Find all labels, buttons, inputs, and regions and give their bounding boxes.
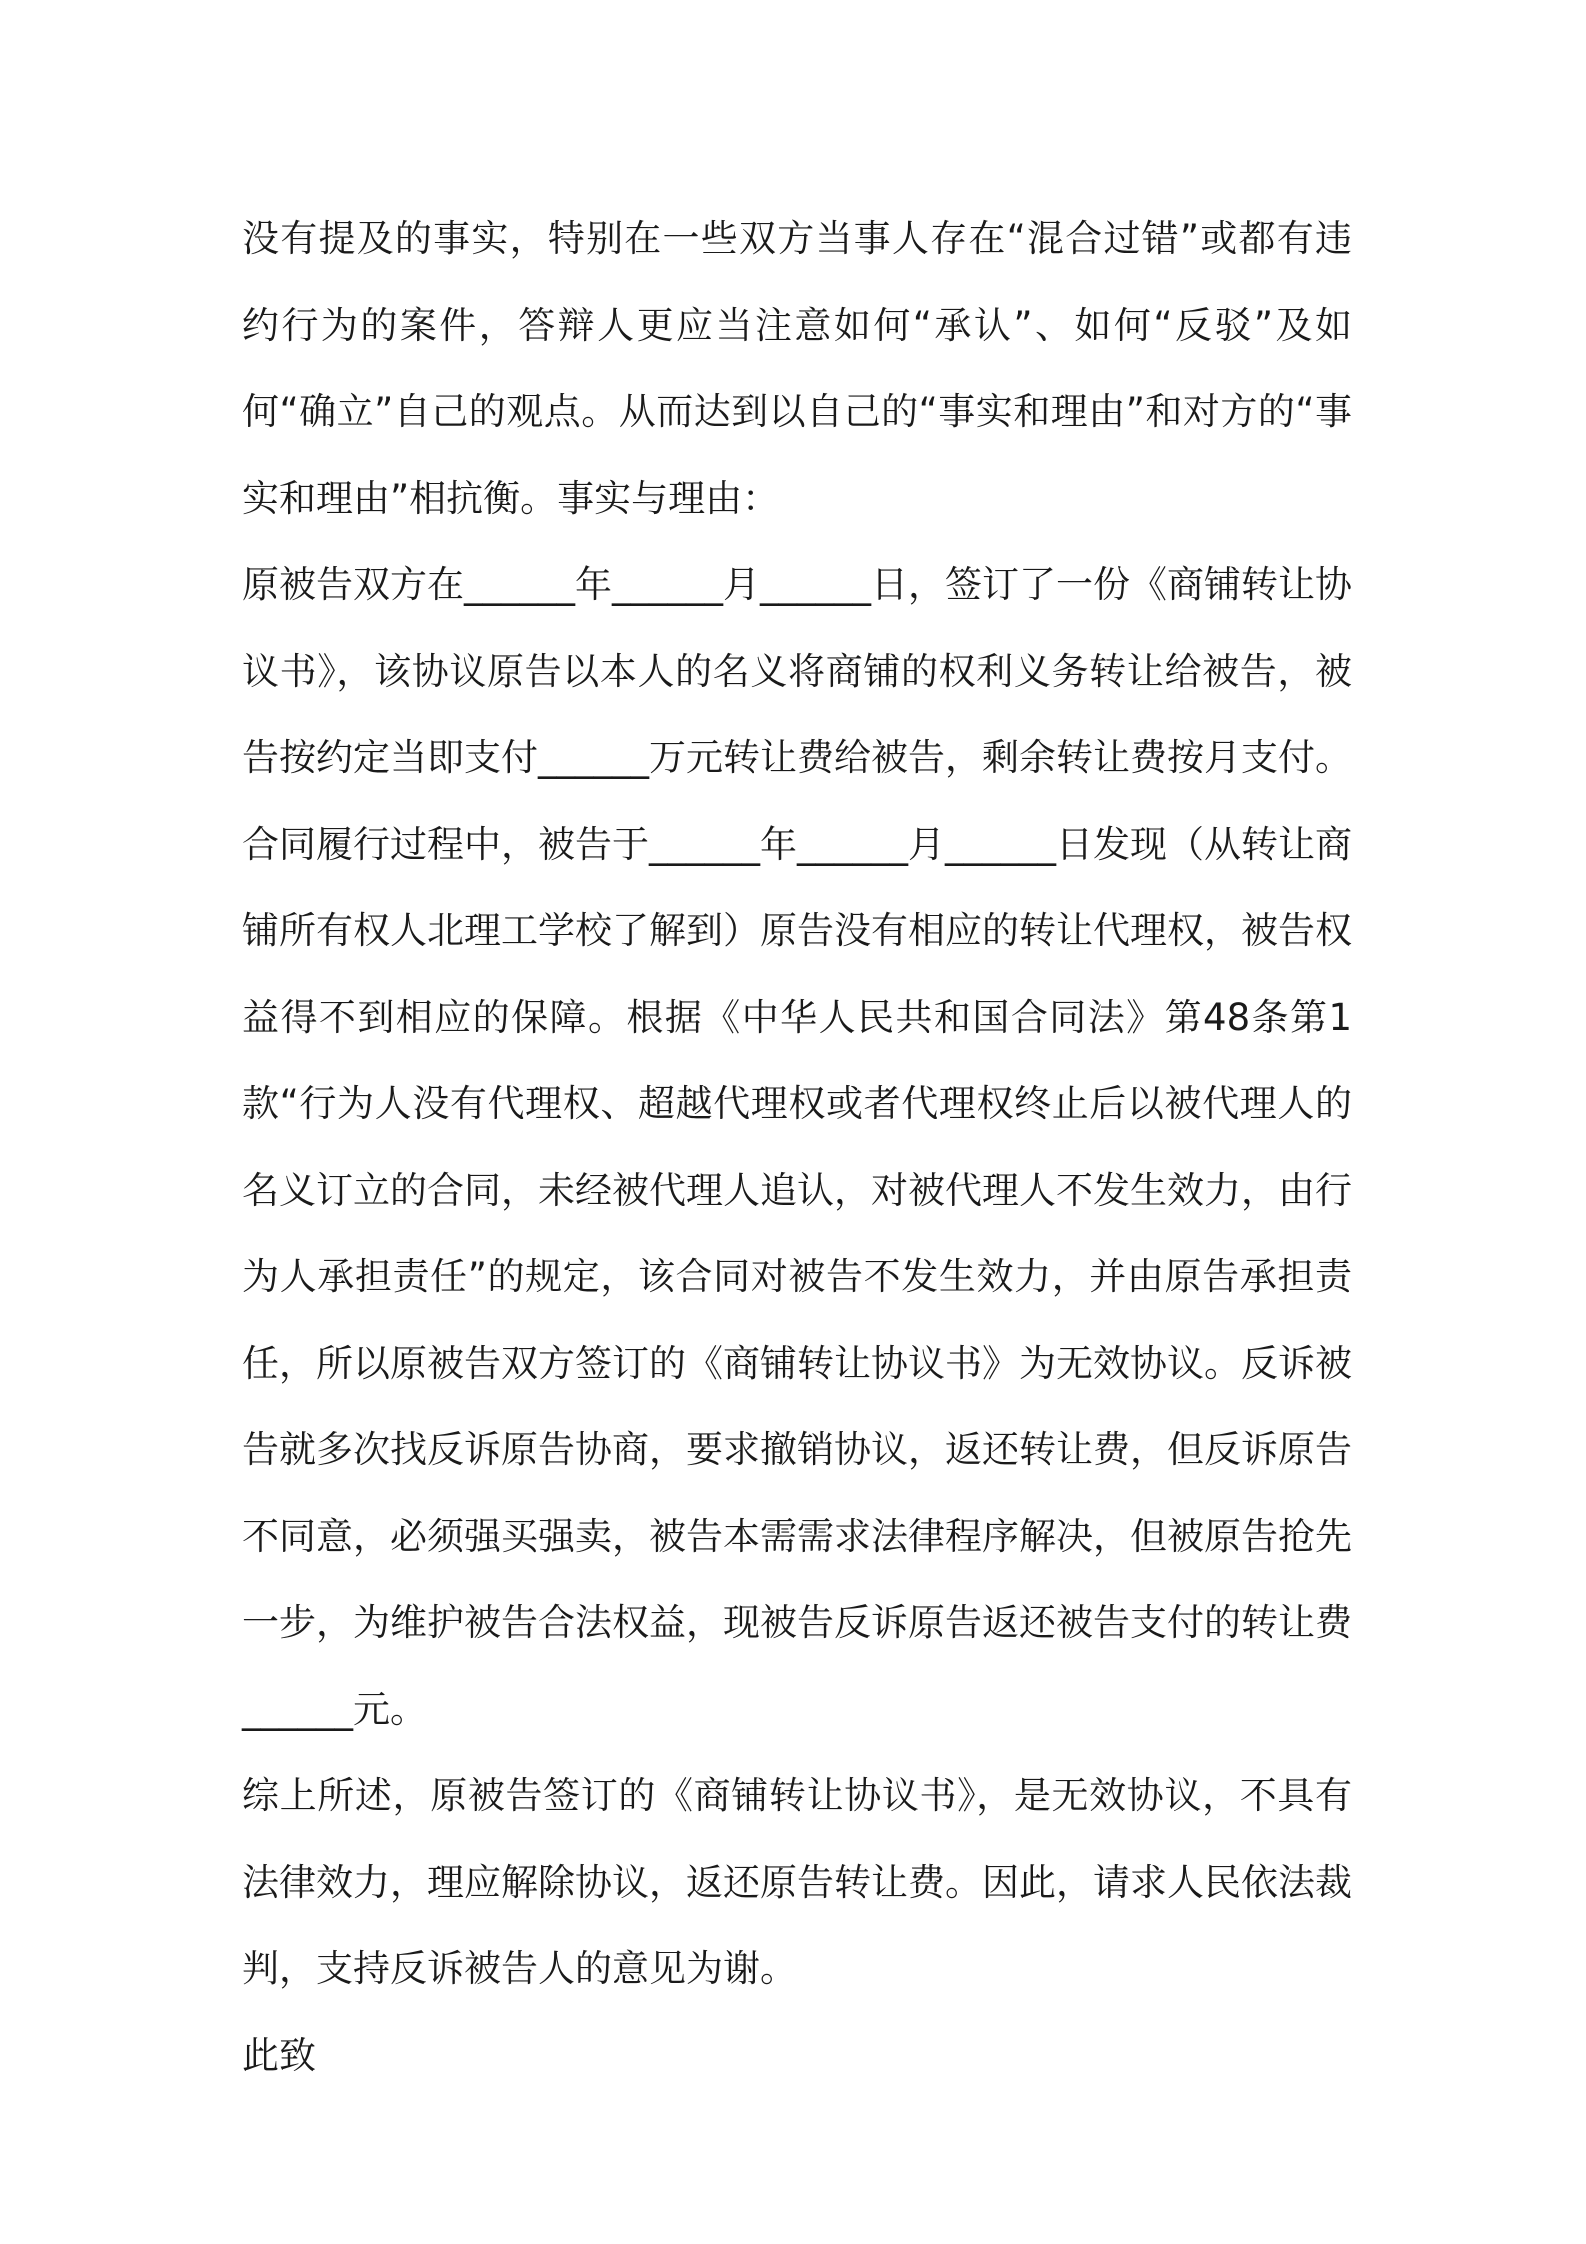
document-body [242,196,1352,2099]
closing-salutation: 此致 [242,2033,316,2077]
paragraph-answer-intro: 没有提及的事实，特别在一些双方当事人存在“混合过错”或都有违约行为的案件，答辩人更应当注意如何“承认”、如何“反驳”及如何“确立”自己的观点。从而达到以自己的“事实和理由”和对方的“事实和理由”相抗衡。事实与理由： [242,217,1352,520]
paragraph-facts-and-reasons: 原被告双方在______年______月______日，签订了一份《商铺转让协议书》，该协议原告以本人的名义将商铺的权利义务转让给被告，被告按约定当即支付______万元转让费给被告，剩余转让费按月支付。合同履行过程中，被告于______年______月______日发现（从转让商铺所有权人北理工学校了解到）原告没有相应的转让代理权，被告权益得不到相应的保障。根据《中华人民共和国合同法》第48条第1款“行为人没有代理权、超越代理权或者代理权终止后以被代理人的名义订立的合同，未经被代理人追认，对被代理人不发生效力，由行为人承担责任”的规定，该合同对被告不发生效力，并由原告承担责任，所以原被告双方签订的《商铺转让协议书》为无效协议。反诉被告就多次找反诉原告协商，要求撤销协议，返还转让费，但反诉原告不同意，必须强买强卖，被告本需需求法律程序解决，但被原告抢先一步，为维护被告合法权益，现被告反诉原告返还被告支付的转让费______元。 [242,563,1352,1731]
paragraph-conclusion: 综上所述，原被告签订的《商铺转让协议书》，是无效协议，不具有法律效力，理应解除协议，返还原告转让费。因此，请求人民依法裁判，支持反诉被告人的意见为谢。 [242,1774,1352,1990]
